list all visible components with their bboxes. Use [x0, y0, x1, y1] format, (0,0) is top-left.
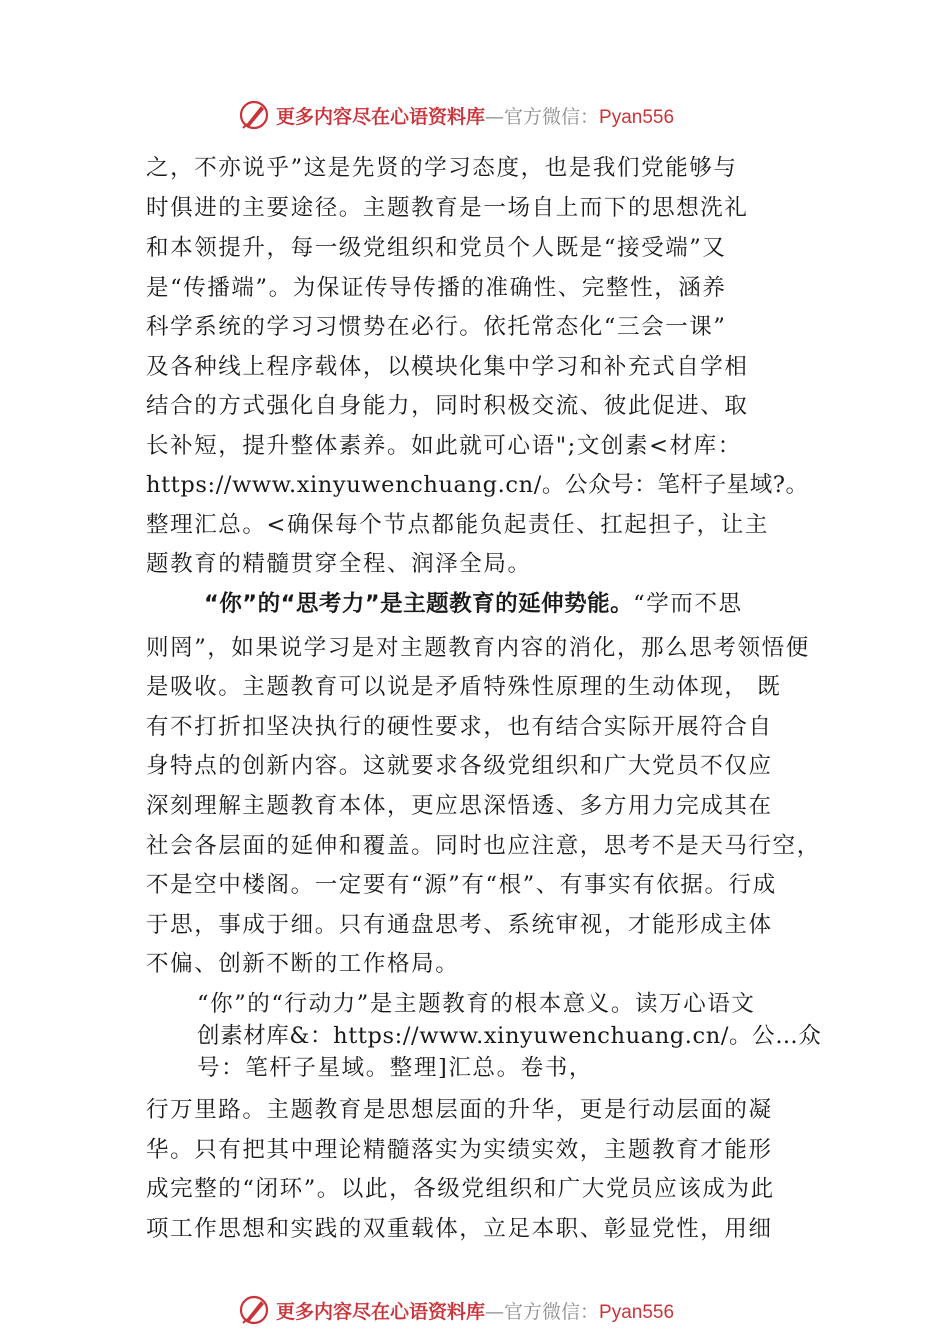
text-line: 于思，事成于细。只有通盘思考、系统审视，才能形成主体: [146, 912, 773, 938]
text-line: 长补短，提升整体素养。如此就可心语";文创素<材库：: [146, 433, 742, 459]
text-line: 深刻理解主题教育本体，更应思深悟透、多方用力完成其在: [146, 793, 773, 819]
banner-wechat-id: Pyan556: [599, 1301, 675, 1323]
text-line: 身特点的创新内容。这就要求各级党组织和广大党员不仅应: [146, 753, 773, 779]
banner-red-text: 更多内容尽在心语资料库: [276, 1300, 486, 1323]
text-line: 和本领提升，每一级党组织和党员个人既是“接受端”又: [146, 235, 727, 261]
section-heading-thinking: “你”的“思考力”是主题教育的延伸势能。: [204, 591, 634, 617]
text-line: 不偏、创新不断的工作格局。: [146, 951, 460, 977]
text-line: 有不打折扣坚决执行的硬性要求，也有结合实际开展符合自: [146, 714, 773, 740]
text-line: 之，不亦说乎”这是先贤的学习态度，也是我们党能够与: [146, 155, 738, 181]
header-banner: [236, 95, 756, 135]
paragraph-heading-line: [204, 584, 743, 624]
text-line: 号：笔杆子星域。整理]汇总。卷书，: [197, 1055, 593, 1081]
text-line: 时俱进的主要途径。主题教育是一场自上而下的思想洗礼: [146, 195, 749, 221]
banner-red-text: 更多内容尽在心语资料库: [276, 105, 486, 128]
text-line: 社会各层面的延伸和覆盖。同时也应注意，思考不是天马行空，: [146, 833, 821, 859]
quill-seal-icon: [236, 97, 272, 133]
text-line: 是吸收。主题教育可以说是矛盾特殊性原理的生动体现， 既: [146, 674, 782, 700]
text-line: 科学系统的学习习惯势在必行。依托常态化“三会一课”: [146, 314, 727, 340]
banner-grey-text: —官方微信：: [485, 105, 600, 128]
text-line: 成完整的“闭环”。以此，各级党组织和广大党员应该成为此: [146, 1176, 775, 1202]
banner-wechat-id: Pyan556: [599, 106, 675, 128]
text-line: 则罔”，如果说学习是对主题教育内容的消化，那么思考领悟便: [146, 635, 810, 661]
text-fragment: “学而不思: [633, 591, 743, 617]
text-line: 不是空中楼阁。一定要有“源”有“根”、有事实有依据。行成: [146, 872, 777, 898]
text-line: 华。只有把其中理论精髓落实为实绩实效，主题教育才能形: [146, 1137, 773, 1163]
text-line: 项工作思想和实践的双重载体，立足本职、彰显党性，用细: [146, 1216, 773, 1242]
text-line: 行万里路。主题教育是思想层面的升华，更是行动层面的凝: [146, 1097, 773, 1123]
text-line: 是“传播端”。为保证传导传播的准确性、完整性，涵养: [146, 275, 727, 301]
text-line: 创素材库&：https://www.xinyuwenchuang.cn/。公…众: [197, 1023, 822, 1049]
text-line: 结合的方式强化自身能力，同时积极交流、彼此促进、取: [146, 393, 749, 419]
text-line: 题教育的精髓贯穿全程、润泽全局。: [146, 551, 532, 577]
footer-banner: [236, 1290, 756, 1330]
text-line: https://www.xinyuwenchuang.cn/。公众号：笔杆子星域?。: [146, 472, 809, 498]
section-heading-action: “你”的“行动力”是主题教育的根本意义。读万心语文: [197, 991, 756, 1017]
quill-seal-icon: [236, 1292, 272, 1328]
banner-grey-text: —官方微信：: [485, 1300, 600, 1323]
text-line: 及各种线上程序载体，以模块化集中学习和补充式自学相: [146, 354, 749, 380]
text-line: 整理汇总。<确保每个节点都能负起责任、扛起担子，让主: [146, 512, 769, 538]
